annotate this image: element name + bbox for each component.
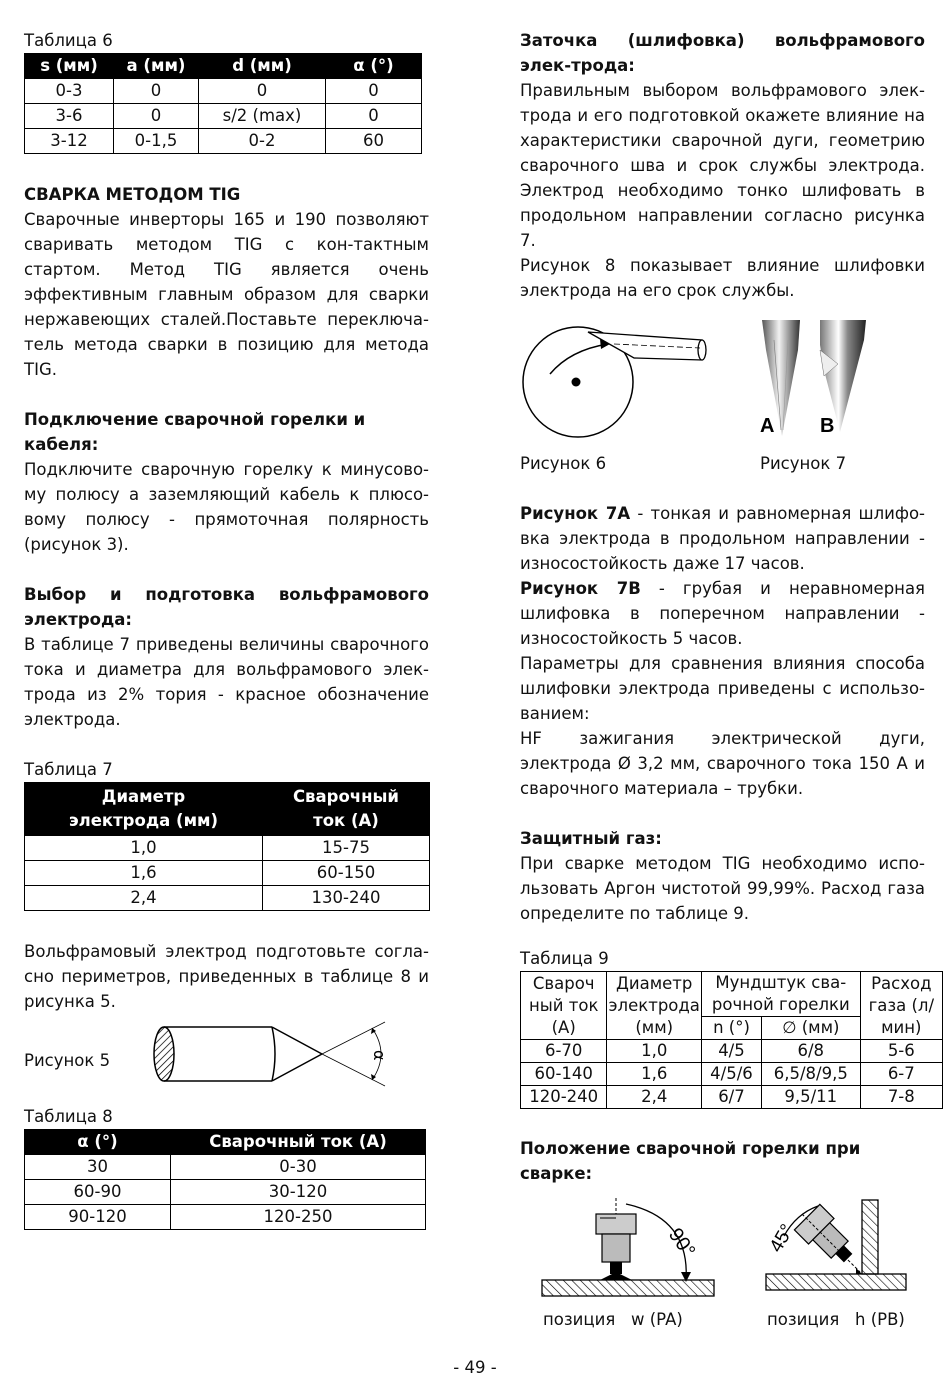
table-cell: 4/5/6 (701, 1063, 761, 1086)
table9-header: Диаметр электрода (мм) (607, 972, 702, 1040)
table-cell: 3-12 (25, 129, 114, 154)
table-row (25, 79, 422, 104)
fig7a-paragraph: Рисунок 7А - тонкая и равномерная шлифо-вка электрода в продольном направлении - износостойкость даже 17 часов. (520, 504, 926, 573)
table-cell: 6-7 (860, 1063, 942, 1086)
table7 (24, 782, 430, 911)
right-column (520, 28, 925, 303)
table8 (24, 1129, 426, 1230)
table-row (521, 1063, 943, 1086)
table7-header: Сварочный ток (А) (262, 783, 429, 836)
table-row (25, 886, 430, 911)
table-cell: 120-240 (521, 1086, 607, 1109)
table-cell: 60-90 (25, 1180, 171, 1205)
fig7b-paragraph: Рисунок 7В - грубая и неравномерная шлифовка в поперечном направлении - износостойкость 5 часов. (520, 579, 925, 648)
table-cell: 6,5/8/9,5 (761, 1063, 860, 1086)
table-cell: 60-140 (521, 1063, 607, 1086)
table-cell: 1,0 (607, 1040, 702, 1063)
table-row (521, 1086, 943, 1109)
table-cell: 0 (114, 104, 199, 129)
table-cell: 90-120 (25, 1205, 171, 1230)
fig7-a-label: A (760, 415, 775, 437)
electrode-tip-figure (150, 1020, 400, 1090)
prep-paragraph: Вольфрамовый электрод подготовьте согла-сно периметров, приведенных в таблице 8 и рисунка 5. (24, 942, 429, 1011)
table-cell: 1,0 (25, 836, 263, 861)
table7-header: Диаметр электрода (мм) (25, 783, 263, 836)
position-h-caption: позиция h (PB) (767, 1310, 905, 1329)
table8-block (24, 1104, 429, 1230)
table-cell: 6-70 (521, 1040, 607, 1063)
table-cell: 1,6 (607, 1063, 702, 1086)
connection-heading: Подключение сварочной горелки и кабеля: (24, 410, 366, 454)
table6-header: α (°) (326, 54, 422, 79)
table-cell: 120-250 (171, 1205, 426, 1230)
table-cell: 0-3 (25, 79, 114, 104)
table6-caption: Таблица 6 (24, 31, 113, 50)
table-row (25, 104, 422, 129)
table-cell: 15-75 (262, 836, 429, 861)
table-row (521, 1040, 943, 1063)
table-cell: 0-2 (199, 129, 326, 154)
table-cell: 60-150 (262, 861, 429, 886)
table-row (25, 1155, 426, 1180)
gas-paragraph: При сварке методом TIG необходимо испо-льзовать Аргон чистотой 99,99%. Расход газа определите по таблице 9. (520, 854, 925, 923)
table-cell: 0 (114, 79, 199, 104)
table-cell: 1,6 (25, 861, 263, 886)
table-row (25, 1180, 426, 1205)
right-column-lower (520, 501, 935, 1186)
table9-header: Свароч ный ток (А) (521, 972, 607, 1040)
table8-header: α (°) (25, 1130, 171, 1155)
angle-90-label: 90° (663, 1224, 700, 1262)
table-cell: s/2 (max) (199, 104, 326, 129)
table6-header: d (мм) (199, 54, 326, 79)
table7-caption: Таблица 7 (24, 760, 113, 779)
table8-caption: Таблица 8 (24, 1107, 113, 1126)
connection-paragraph: Подключите сварочную горелку к минусово-му полюсу а заземляющий кабель к плюсо-вому полюсу - прямоточная полярность (рисунок 3). (24, 460, 429, 554)
table-row (25, 129, 422, 154)
table9 (520, 971, 943, 1109)
sharpening-heading: Заточка (шлифовка) вольфрамового элек-трода: (520, 31, 925, 75)
fig6-caption: Рисунок 6 (520, 454, 607, 473)
table-cell: 30-120 (171, 1180, 426, 1205)
table-cell: 2,4 (25, 886, 263, 911)
table-cell: 6/8 (761, 1040, 860, 1063)
table-row (25, 861, 430, 886)
fig7-b-label: B (820, 415, 835, 437)
gas-heading: Защитный газ: (520, 829, 662, 848)
table6-header: s (мм) (25, 54, 114, 79)
table-cell: 4/5 (701, 1040, 761, 1063)
table6 (24, 53, 422, 154)
table-row (25, 1205, 426, 1230)
left-column (24, 28, 429, 1014)
page-number: - 49 - (453, 1358, 497, 1377)
table-cell: 0-30 (171, 1155, 426, 1180)
tig-paragraph: Сварочные инверторы 165 и 190 позволяют сваривать методом TIG с кон-тактным стартом. Метод TIG является очень эффективным главным образом для сварки нержавеющих сталей.Поставьте переключа-тель метода сварки в позицию для метода TIG. (24, 210, 429, 379)
sharpening-paragraph: Правильным выбором вольфрамового элек-трода и его подготовкой окажете влияние на характеристики сварочной дуги, геометрию сварочного шва и срок службы электрода. Электрод необходимо тонко шлифовать в продольном направлении согласно рисунка 7. (520, 81, 925, 250)
electrode-grind-photo (758, 320, 878, 440)
table6-header: a (мм) (114, 54, 199, 79)
table-cell: 9,5/11 (761, 1086, 860, 1109)
angle-45-label: 45° (765, 1220, 799, 1257)
tig-heading: СВАРКА МЕТОДОМ TIG (24, 185, 241, 204)
table-cell: 0-1,5 (114, 129, 199, 154)
table9-caption: Таблица 9 (520, 949, 609, 968)
table-row (25, 836, 430, 861)
position-w-caption: позиция w (PA) (543, 1310, 683, 1329)
electrode-heading: Выбор и подготовка вольфрамового электрода: (24, 585, 429, 629)
torch-position-heading: Положение сварочной горелки при сварке: (520, 1139, 861, 1183)
fig8-paragraph: Рисунок 8 показывает влияние шлифовки электрода на его срок службы. (520, 256, 925, 300)
table9-header: n (°) (701, 1017, 761, 1040)
table8-header: Сварочный ток (А) (171, 1130, 426, 1155)
table-cell: 6/7 (701, 1086, 761, 1109)
position-pa-figure (540, 1198, 720, 1302)
position-pb-figure (762, 1196, 912, 1302)
table9-header: ∅ (мм) (761, 1017, 860, 1040)
table-cell: 60 (326, 129, 422, 154)
table-cell: 2,4 (607, 1086, 702, 1109)
fig7-caption: Рисунок 7 (760, 454, 847, 473)
params-paragraph: Параметры для сравнения влияния способа шлифовки электрода приведены с использо-ванием: (520, 654, 925, 723)
table9-header: Мундштук сва-рочной горелки (701, 972, 860, 1017)
electrode-paragraph: В таблице 7 приведены величины сварочного тока и диаметра для вольфрамового элек-трода из 2% тория - красное обозначение электрода. (24, 635, 429, 729)
table-cell: 7-8 (860, 1086, 942, 1109)
table-cell: 3-6 (25, 104, 114, 129)
table-cell: 0 (199, 79, 326, 104)
fig5-caption: Рисунок 5 (24, 1051, 111, 1070)
grinding-wheel-figure (522, 322, 722, 442)
table-cell: 0 (326, 104, 422, 129)
table-cell: 5-6 (860, 1040, 942, 1063)
hf-paragraph: HF зажигания электрической дуги, электрода Ø 3,2 мм, сварочного тока 150 А и сварочного материала – трубки. (520, 729, 925, 798)
table-cell: 130-240 (262, 886, 429, 911)
table9-header: Расход газа (л/мин) (860, 972, 942, 1040)
table-cell: 30 (25, 1155, 171, 1180)
table-cell: 0 (326, 79, 422, 104)
angle-alpha-label: α (370, 1050, 389, 1061)
